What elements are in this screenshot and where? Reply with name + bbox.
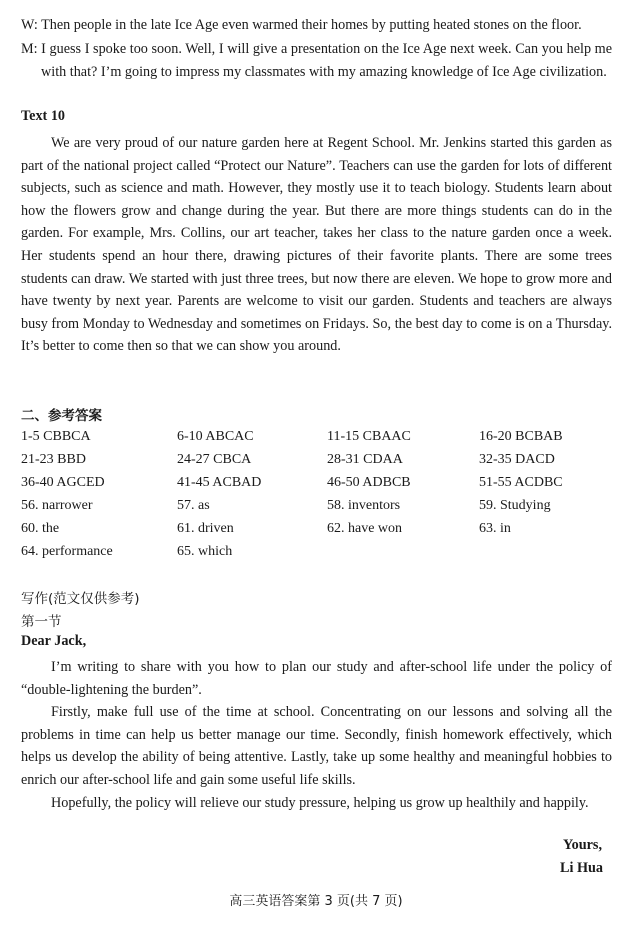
answer-cell: 51-55 ACDBC	[479, 475, 563, 490]
answer-cell: 6-10 ABCAC	[177, 429, 254, 444]
answer-cell: 21-23 BBD	[21, 452, 86, 467]
dialogue-m-line: M: I guess I spoke too soon. Well, I will give a presentation on the Ice Age next week. Can you help me with that? I’m going to impress my classmates with my amazing knowledge of Ice Age civilization.	[21, 41, 612, 80]
page-footer: 高三英语答案第 3 页(共 7 页)	[229, 894, 403, 909]
answer-cell: 63. in	[479, 521, 511, 536]
writing-section: 第一节	[21, 614, 62, 630]
text10-body: We are very proud of our nature garden here at Regent School. Mr. Jenkins started this garden as part of the national project called “Protect our Nature”. Teachers can use the garden for lots of different subjects, such as science and math. However, they mostly use it to teach biology. Students learn about how the flowers grow and change during the year. But there are more things students can do in the garden. For example, Mrs. Collins, our art teacher, takes her class to the nature garden once a week. Her students spend an hour there, drawing pictures of their favorite plants. There are some trees students can draw. We started with just three trees, but now there are eleven. We hope to grow more and have twenty by next year. Parents are welcome to visit our garden. Students and teachers are always busy from Monday to Wednesday and sometimes on Fridays. So, the best day to come is on a Thursday. It’s better to come then so that we can show you around.	[21, 135, 612, 355]
answer-cell: 61. driven	[177, 521, 234, 536]
letter-paragraph-2: Firstly, make full use of the time at school. Concentrating on our lessons and solving all the problems in time can help us better manage our time. Secondly, finish homework effectively, which helps us develop the ability of being attentive. Lastly, take up some healthy and meaningful hobbies to enrich our after-school life and gain some useful life skills.	[21, 704, 612, 788]
letter-closing: Yours,	[562, 837, 602, 853]
answer-cell: 16-20 BCBAB	[479, 429, 563, 444]
answer-cell: 11-15 CBAAC	[327, 429, 411, 444]
answers-heading: 二、参考答案	[21, 408, 102, 424]
answer-cell: 32-35 DACD	[479, 452, 555, 467]
answer-cell: 64. performance	[21, 544, 113, 559]
letter-salutation: Dear Jack,	[21, 633, 87, 649]
answer-cell: 57. as	[177, 498, 210, 513]
answer-row	[21, 429, 621, 451]
answer-cell: 59. Studying	[479, 498, 551, 513]
answer-row	[21, 498, 621, 520]
answer-cell: 62. have won	[327, 521, 403, 536]
letter-paragraph-1: I’m writing to share with you how to plan our study and after-school life under the policy of “double-lightening the burden”.	[21, 659, 612, 698]
answer-cell: 1-5 CBBCA	[21, 429, 91, 444]
answer-cell: 24-27 CBCA	[177, 452, 252, 467]
answer-cell: 41-45 ACBAD	[177, 475, 262, 490]
answer-cell: 56. narrower	[21, 498, 93, 513]
answer-cell: 46-50 ADBCB	[327, 475, 411, 490]
dialogue-w-line: W: Then people in the late Ice Age even warmed their homes by putting heated stones on the floor.	[21, 17, 582, 33]
answer-row	[21, 452, 621, 474]
answer-row	[21, 475, 621, 497]
letter-paragraph-3: Hopefully, the policy will relieve our study pressure, helping us grow up healthily and happily.	[51, 795, 589, 811]
answer-cell: 36-40 AGCED	[21, 475, 105, 490]
answer-cell: 60. the	[21, 521, 60, 536]
answer-cell: 65. which	[177, 544, 233, 559]
letter-signature: Li Hua	[560, 860, 603, 876]
answer-row	[21, 544, 621, 566]
answer-cell: 28-31 CDAA	[327, 452, 403, 467]
text10-heading: Text 10	[21, 108, 66, 124]
answer-row	[21, 521, 621, 543]
writing-heading: 写作(范文仅供参考)	[21, 591, 140, 607]
answer-cell: 58. inventors	[327, 498, 401, 513]
